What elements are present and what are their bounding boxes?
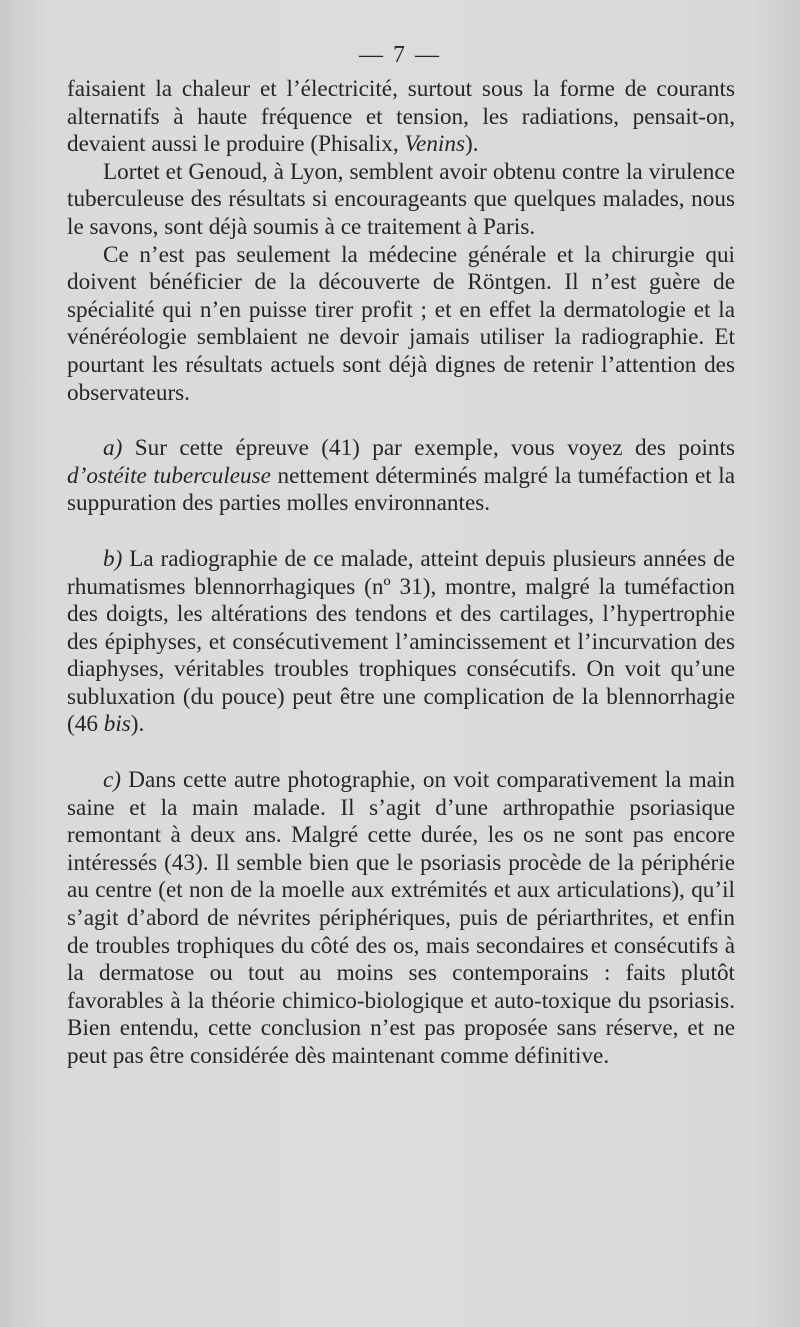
paragraph-a: a) Sur cette épreuve (41) par exemple, vous voyez des points d’ostéite tuberculeuse nettement déterminés malgré la tuméfaction et la suppuration des parties molles environnantes. bbox=[67, 435, 735, 517]
paragraph-1: faisaient la chaleur et l’électricité, surtout sous la forme de courants alternatifs à haute fréquence et tension, les radiations, pensait-on, devaient aussi le produire (Phisalix, Venins). bbox=[67, 76, 735, 158]
body-text bbox=[67, 76, 735, 1071]
paragraph-b: b) La radiographie de ce malade, atteint depuis plusieurs années de rhumatismes blennorrhagiques (nº 31), montre, malgré la tuméfaction des doigts, les altérations des tendons et des cartilages, l’hypertrophie des épiphyses, et consécutivement l’amincissement et l’incurvation des diaphyses, véritables troubles trophiques consécutifs. On voit qu’une subluxation (du pouce) peut être une complication de la blennorrhagie (46 bis). bbox=[67, 545, 735, 738]
item-marker-c: c) bbox=[103, 767, 122, 794]
paragraph-3: Ce n’est pas seulement la médecine générale et la chirurgie qui doivent bénéficier de la découverte de Röntgen. Il n’est guère de spécialité qui n’en puisse tirer profit ; et en effet la dermatologie et la vénéréologie semblaient ne devoir jamais utiliser la radiographie. Et pourtant les résultats actuels sont déjà dignes de retenir l’attention des observateurs. bbox=[67, 241, 735, 406]
paragraph-2: Lortet et Genoud, à Lyon, semblent avoir obtenu contre la virulence tuberculeuse des résultats si encourageants que quelques malades, nous le savons, sont déjà soumis à ce traitement à Paris. bbox=[67, 158, 735, 240]
paragraph-c: c) Dans cette autre photographie, on voit comparativement la main saine et la main malade. Il s’agit d’une arthropathie psoriasique remontant à deux ans. Malgré cette durée, les os ne sont pas encore intéressés (43). Il semble bien que le psoriasis procède de la périphérie au centre (et non de la moelle aux extrémités et aux articulations), qu’il s’agit d’abord de névrites périphériques, puis de périarthrites, et enfin de troubles trophiques du côté des os, mais secondaires et consécutifs à la dermatose ou tout au moins ses contemporains : faits plutôt favorables à la théorie chimico-biologique et auto-toxique du psoriasis. Bien entendu, cette conclusion n’est pas proposée sans réserve, et ne peut pas être considérée dès maintenant comme définitive. bbox=[67, 767, 735, 1069]
item-marker-b: b) bbox=[103, 545, 123, 572]
item-marker-a: a) bbox=[103, 435, 123, 462]
page-number: — 7 — bbox=[359, 42, 441, 68]
